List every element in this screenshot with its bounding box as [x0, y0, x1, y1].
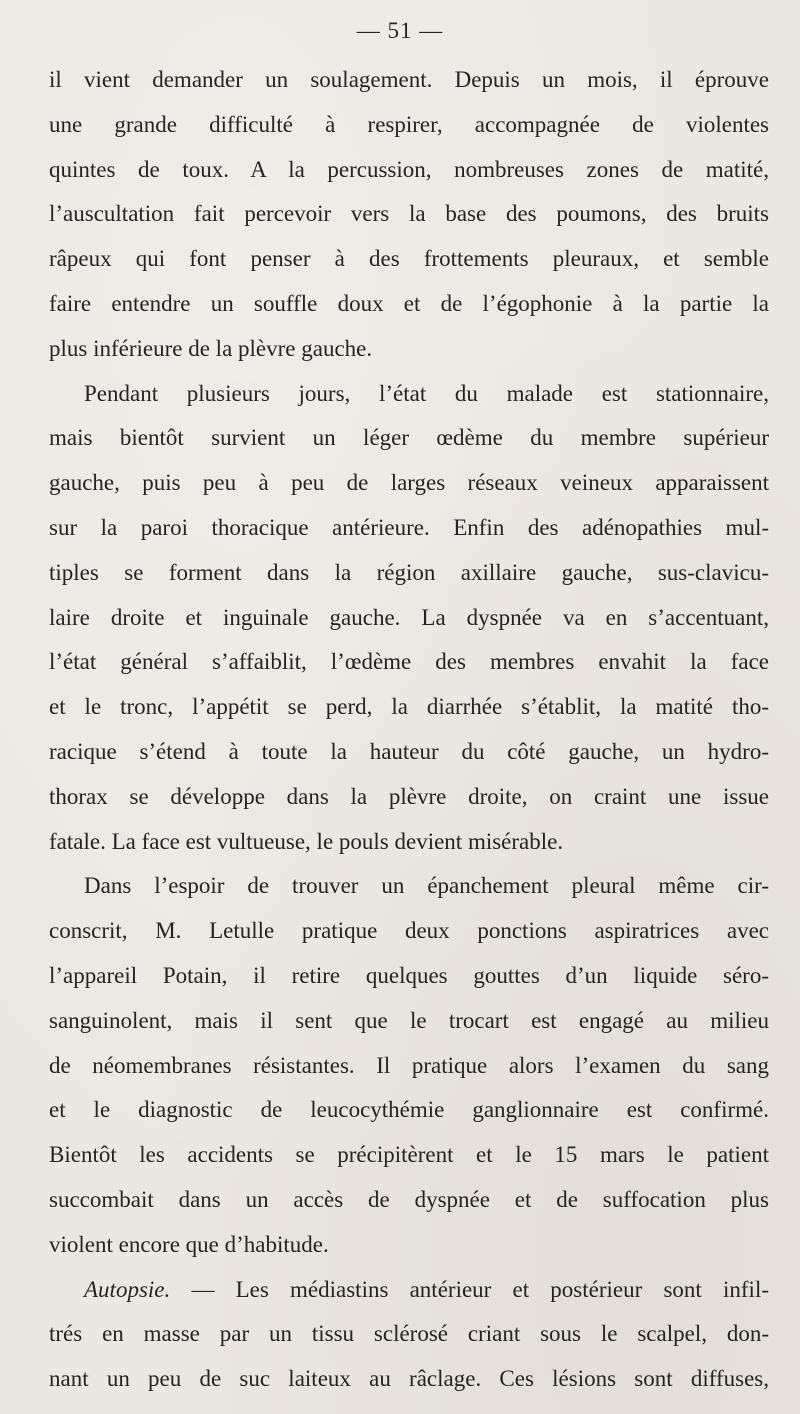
- text-line: il vient demander un soulagement. Depuis un mois, il éprouve: [49, 67, 769, 92]
- paragraph-end-line: plus inférieure de la plèvre gauche.: [49, 335, 373, 361]
- text-line: racique s’étend à toute la hauteur du côté gauche, un hydro-: [49, 738, 769, 764]
- text-line: trés en masse par un tissu sclérosé criant sous le scalpel, don-: [49, 1321, 769, 1347]
- text-line: sanguinolent, mais il sent que le trocart est engagé au milieu: [49, 1007, 769, 1033]
- text-line: et le tronc, l’appétit se perd, la diarrhée s’établit, la matité tho-: [49, 694, 769, 720]
- text-line: et le diagnostic de leucocythémie ganglionnaire est confirmé.: [49, 1097, 769, 1123]
- text-line: succombait dans un accès de dyspnée et de suffocation plus: [49, 1186, 769, 1212]
- text-line: nant un peu de suc laiteux au râclage. Ces lésions sont diffuses,: [49, 1366, 769, 1392]
- text-line: tiples se forment dans la région axillaire gauche, sus-clavicu-: [49, 559, 769, 585]
- text-line: quintes de toux. A la percussion, nombreuses zones de matité,: [49, 156, 769, 182]
- text-line: sur la paroi thoracique antérieure. Enfin des adénopathies mul-: [49, 514, 769, 540]
- text-line: thorax se développe dans la plèvre droite, on craint une issue: [49, 783, 769, 809]
- paragraph-end-line: violent encore que d’habitude.: [49, 1231, 329, 1257]
- paragraph-start-line: Pendant plusieurs jours, l’état du malade est stationnaire,: [84, 380, 769, 406]
- text-line: une grande difficulté à respirer, accompagnée de violentes: [49, 111, 769, 137]
- section-heading-autopsie: Autopsie.: [84, 1276, 171, 1302]
- text-line: conscrit, M. Letulle pratique deux ponctions aspiratrices avec: [49, 918, 769, 944]
- text-line: gauche, puis peu à peu de larges réseaux veineux apparaissent: [49, 470, 769, 496]
- text-line: l’appareil Potain, il retire quelques gouttes d’un liquide séro-: [49, 962, 769, 988]
- text-line: l’auscultation fait percevoir vers la base des poumons, des bruits: [49, 201, 769, 227]
- paragraph-end-line: fatale. La face est vultueuse, le pouls devient misérable.: [49, 828, 564, 854]
- text-line: l’état général s’affaiblit, l’œdème des membres envahit la face: [49, 649, 769, 675]
- line-continuation: — Les médiastins antérieur et postérieur sont infil-: [170, 1276, 769, 1302]
- text-line: mais bientôt survient un léger œdème du membre supérieur: [49, 425, 769, 451]
- page-number: — 51 —: [356, 18, 444, 43]
- text-line: laire droite et inguinale gauche. La dyspnée va en s’accentuant,: [49, 604, 769, 630]
- text-line: faire entendre un souffle doux et de l’égophonie à la partie la: [49, 290, 769, 316]
- paragraph-start-line: Dans l’espoir de trouver un épanchement pleural même cir-: [84, 873, 769, 899]
- text-line: Bientôt les accidents se précipitèrent et le 15 mars le patient: [49, 1142, 769, 1168]
- body-text: [49, 58, 769, 1402]
- text-line: râpeux qui font penser à des frottements pleuraux, et semble: [49, 246, 769, 272]
- paragraph-start-line: [49, 1268, 769, 1313]
- text-line: de néomembranes résistantes. Il pratique alors l’examen du sang: [49, 1052, 769, 1078]
